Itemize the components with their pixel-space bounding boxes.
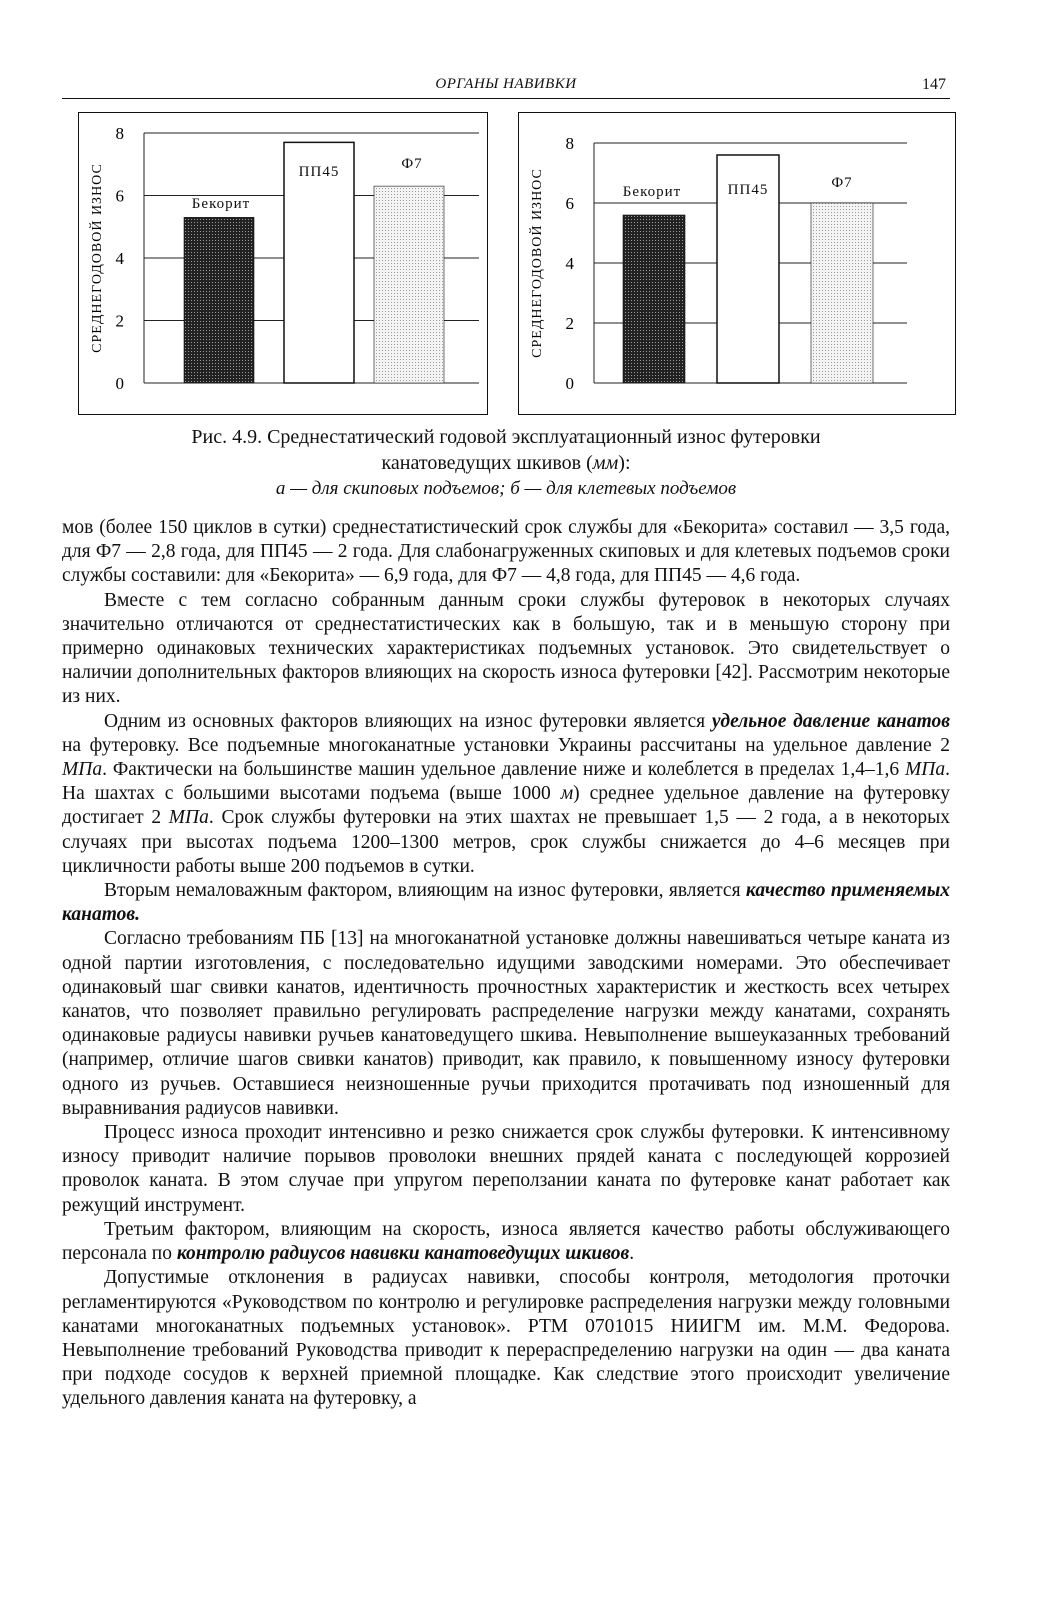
bar-0 <box>623 215 685 383</box>
caption-line-1: Рис. 4.9. Среднестатический годовой эксплуатационный износ футеровки <box>191 426 821 448</box>
running-header <box>62 76 950 99</box>
y-tick-label: 6 <box>115 186 124 206</box>
y-axis-label: СРЕДНЕГОДОВОЙ ИЗНОС <box>530 168 545 358</box>
paragraph-6: Процесс износа проходит интенсивно и резко снижается срок службы футеровки. К интенсивному износу приводит наличие порывов проволоки внешних прядей каната с последующей коррозией проволок каната. В этом случае при упругом переползании каната по футеровке канат работает как режущий инструмент. <box>62 1122 950 1216</box>
bar-2 <box>374 186 444 383</box>
caption-line-2: канатоведущих шкивов (мм): <box>381 452 631 474</box>
paragraph-2: Вместе с тем согласно собранным данным сроки службы футеровок в некоторых случаях значительно отличаются от среднестатистических как в большую, так и в меньшую сторону при примерно одинаковых технических характеристиках подъемных установок. Это свидетельствует о наличии дополнительных факторов влияющих на скорость износа футеровки [42]. Рассмотрим некоторые из них. <box>62 589 950 708</box>
bar-2 <box>811 203 873 383</box>
y-tick-label: 2 <box>565 314 574 333</box>
paragraph-3: Одним из основных факторов влияющих на износ футеровки является удельное давление канатов на футеровку. Все подъемные многоканатные установки Украины рассчитаны на удельное давление 2 МПа. Фактически на большинстве машин удельное давление ниже и колеблется в пределах 1,4–1,6 МПа. На шахтах с большими высотами подъема (выше 1000 м) среднее удельное давление на футеровку достигает 2 МПа. Срок службы футеровки на этих шахтах не превышает 1,5 — 2 года, а в некоторых случаях при высотах подъема 1200–1300 метров, срок службы снижается до 4–6 месяцев при цикличности работы выше 200 подъемов в сутки. <box>62 710 950 877</box>
paragraph-1: мов (более 150 циклов в сутки) среднестатистический срок службы для «Бекорита» составил — 3,5 года, для Ф7 — 2,8 года, для ПП45 — 2 года. Для слабонагруженных скиповых и для клетевых подъемов сроки службы составили: для «Бекорита» — 6,9 года, для Ф7 — 4,8 года, для ПП45 — 4,6 года. <box>62 517 950 587</box>
y-tick-label: 0 <box>565 374 574 393</box>
running-title: ОРГАНЫ НАВИВКИ <box>435 76 577 92</box>
category-label: Ф7 <box>831 175 853 191</box>
y-tick-label: 2 <box>115 311 124 331</box>
y-tick-label: 4 <box>115 249 124 268</box>
chart-a-svg <box>79 113 486 413</box>
chart-a <box>78 112 488 415</box>
paragraph-5: Согласно требованиям ПБ [13] на многоканатной установке должны навешиваться четыре каната из одной партии изготовления, с последовательно идущими заводскими номерами. Это обеспечивает одинаковый шаг свивки канатов, идентичность прочностных характеристик и жесткость всех четырех канатов, что позволяет правильно регулировать распределение нагрузки между канатами, сохранять одинаковые радиусы навивки ручьев канатоведущего шкива. Невыполнение вышеуказанных требований (например, отличие шагов свивки канатов) приводит, как правило, к повышенному износу футеровки одного из ручьев. Оставшиеся неизношенные ручьи приходится протачивать под изношенный для выравнивания радиусов навивки. <box>62 928 950 1119</box>
y-tick-label: 8 <box>115 124 124 143</box>
y-tick-label: 4 <box>565 254 574 273</box>
paragraph-4: Вторым немаловажным фактором, влияющим на износ футеровки, является качество применяемых канатов. <box>62 880 950 926</box>
paragraph-7: Третьим фактором, влияющим на скорость, износа является качество работы обслуживающего персонала по контролю радиусов навивки канатоведущих шкивов. <box>62 1218 950 1265</box>
y-axis-label: СРЕДНЕГОДОВОЙ ИЗНОС <box>90 163 105 353</box>
caption-subtitle: а — для скиповых подъемов; б — для клетевых подъемов <box>275 478 737 499</box>
y-tick-label: 6 <box>565 194 574 213</box>
paragraph-8: Допустимые отклонения в радиусах навивки, способы контроля, методология проточки регламентируются «Руководством по контролю и регулировке распределения нагрузки между головными канатами многоканатных подъемных установок». РТМ 0701015 НИИГМ им. М.М. Федорова. Невыполнение требований Руководства приводит к перераспределению нагрузки на один — два каната при подходе сосудов к верхней приемной площадке. Как следствие этого происходит увеличение удельного давления каната на футеровку, а <box>62 1267 950 1410</box>
category-label: Бекорит <box>191 196 251 212</box>
category-label: Бекорит <box>622 184 682 200</box>
body-text <box>62 516 950 1412</box>
y-tick-label: 0 <box>115 374 124 393</box>
category-label: ПП45 <box>298 164 340 180</box>
category-label: ПП45 <box>727 182 769 198</box>
y-tick-label: 8 <box>565 134 574 153</box>
page-number: 147 <box>922 76 946 93</box>
bar-0 <box>184 217 254 383</box>
category-label: Ф7 <box>401 156 423 172</box>
figure-caption <box>62 424 950 502</box>
chart-b-svg <box>519 113 954 413</box>
chart-b <box>518 112 956 415</box>
